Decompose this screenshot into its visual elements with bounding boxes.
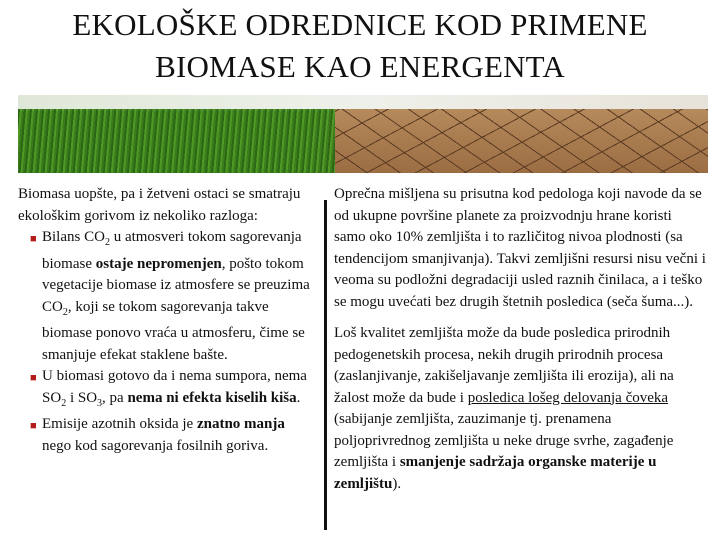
cracked-soil-area	[335, 109, 708, 173]
grass-and-dry-soil-image	[18, 95, 708, 173]
square-bullet-icon: ■	[30, 372, 37, 384]
square-bullet-icon: ■	[30, 233, 37, 245]
left-intro: Biomasa uopšte, pa i žetveni ostaci se smatraju ekološkim gorivom iz nekoliko razloga:	[18, 186, 301, 224]
column-divider	[324, 200, 327, 530]
left-column	[18, 184, 314, 457]
title-line-1: EKOLOŠKE ODREDNICE KOD PRIMENE	[72, 7, 648, 42]
bullet-co2: ■ Bilans $CO_2$ u atmosveri tokom sagorevanja biomase ostaje nepromenjen, pošto tokom vegetacije biomase iz atmosfere se preuzima $CO_2$, koji se tokom sagorevanja takve biomase ponovo vraća u atmosferu, čime se smanjuje efekat staklene bašte.	[18, 227, 314, 366]
square-bullet-icon: ■	[30, 420, 37, 432]
right-paragraph-2: Loš kvalitet zemljišta može da bude posledica prirodnih pedogenetskih procesa, nekih drugih prirodnih procesa (zaslanjivanje, zakišeljavanje zemljišta ili erozija), ali na žalost može da bude i posledica lošeg delovanja čoveka (sabijanje zemljišta, zauzimanje tj. prenamena poljoprivrednog zemljišta u neke druge svrhe, zagađenje zemljišta i smanjenje sadržaja organske materije u zemljištu).	[334, 325, 674, 492]
page-title	[0, 4, 720, 88]
grass-area	[18, 109, 349, 173]
right-paragraph-1: Oprečna mišljena su prisutna kod pedologa koji navode da se od ukupne površine planete za proizvodnju hrane koristi samo oko 10% zemljišta i to različitog nivoa plodnosti (sa tendencijom smanjivanja). Takvi zemljišni resursi nisu večni i veoma su podložni degradaciji usled raznih činilaca, a i teško se mogu uvećati bez drugih štetnih posledica (seča šuma...).	[334, 186, 706, 310]
right-column	[334, 184, 706, 495]
title-line-2: BIOMASE KAO ENERGENTA	[155, 49, 565, 84]
bullet-sulfur: ■ U biomasi gotovo da i nema sumpora, nema $SO_2$ i $SO_3$, pa nema ni efekta kiselih kiša.	[18, 366, 314, 414]
bullet-nox: ■ Emisije azotnih oksida je znatno manja nego kod sagorevanja fosilnih goriva.	[18, 414, 314, 457]
